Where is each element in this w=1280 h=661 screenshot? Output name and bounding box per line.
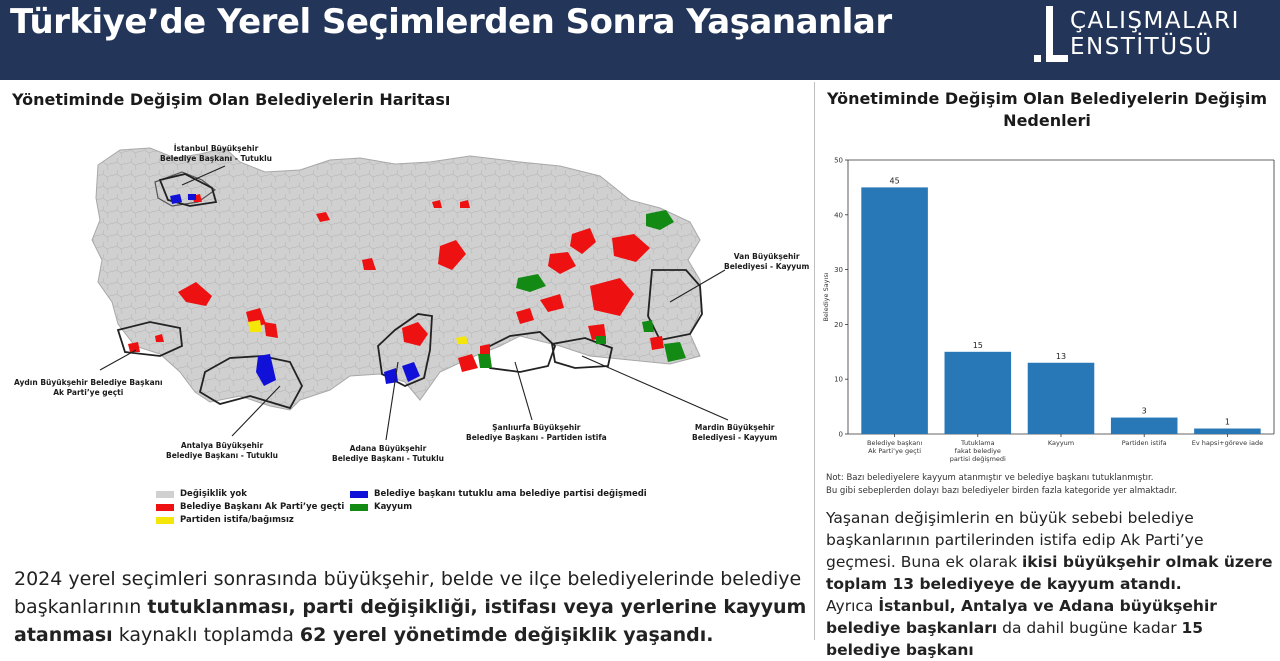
bar-value-label: 13: [1055, 351, 1067, 361]
callout-istanbul: İstanbul Büyükşehir Belediye Başkanı - Tutuklu: [160, 144, 272, 163]
logo-icon: [1030, 4, 1070, 66]
callout-antalya: Antalya Büyükşehir Belediye Başkanı - Tutuklu: [166, 441, 278, 460]
callout-adana: Adana Büyükşehir Belediye Başkanı - Tutuklu: [332, 444, 444, 463]
callout-sanliurfa: Şanlıurfa Büyükşehir Belediye Başkanı - Partiden istifa: [466, 423, 607, 442]
x-tick-label: Partiden istifa: [1121, 439, 1167, 447]
y-tick-label: 10: [834, 375, 843, 384]
map-title: Yönetiminde Değişim Olan Belediyelerin Haritası: [12, 90, 451, 109]
summary-right-text: Yaşanan değişimlerin en büyük sebebi belediye başkanlarının partilerinden istifa edip Ak Parti’ye geçmesi. Buna ek olarak ikisi büyükşehir olmak üzere toplam 13 belediyeye de kayyum atandı. Ayrıca İstanbul, Antalya ve Adana büyükşehir belediye başkanları da dahil bugüne kadar 15 belediye başkanı: [826, 509, 1273, 659]
legend-item-trustee: Kayyum: [350, 502, 412, 512]
bar: [861, 187, 928, 434]
legend-swatch: [156, 491, 174, 498]
legend-swatch: [350, 491, 368, 498]
bar-value-label: 45: [889, 176, 900, 186]
panel-divider: [814, 82, 815, 640]
chart-title: Yönetiminde Değişim Olan Belediyelerin Değişim Nedenleri: [826, 89, 1268, 130]
turkey-map: [0, 110, 808, 550]
legend-swatch: [156, 517, 174, 524]
institute-logo: [1030, 4, 1270, 66]
map-legend: [150, 485, 650, 529]
summary-left-text: 2024 yerel seçimleri sonrasında büyükşehir, belde ve ilçe belediyelerinde belediye başkanlarının tutuklanması, parti değişikliği, istifası veya yerlerine kayyum atanması kaynaklı toplamda 62 yerel yönetimde değişiklik yaşandı.: [14, 568, 807, 646]
x-tick-label: Ev hapsi+göreve iade: [1191, 439, 1264, 447]
logo-text: ÇALIŞMALARI ENSTİTÜSÜ: [1070, 8, 1240, 60]
bar: [1194, 429, 1261, 434]
legend-swatch: [156, 504, 174, 511]
legend-item-arrested: Belediye başkanı tutuklu ama belediye partisi değişmedi: [350, 489, 647, 499]
legend-swatch: [350, 504, 368, 511]
page-title: Türkiye’de Yerel Seçimlerden Sonra Yaşananlar: [10, 2, 892, 42]
bar-value-label: 1: [1224, 417, 1230, 427]
x-tick-label: fakat belediye: [954, 447, 1001, 455]
chart-note: Not: Bazı belediyelere kayyum atanmıştır ve belediye başkanı tutuklanmıştır. Bu gibi sebeplerden dolayı bazı belediyeler birden fazla kategoride yer almaktadır.: [826, 473, 1178, 496]
x-tick-label: Ak Parti’ye geçti: [868, 447, 922, 455]
y-tick-label: 20: [834, 320, 843, 329]
bar-value-label: 15: [972, 340, 983, 350]
y-tick-label: 50: [834, 156, 843, 165]
legend-item-no-change: Değişiklik yok: [156, 489, 247, 499]
y-tick-label: 30: [834, 266, 843, 275]
callout-mardin: Mardin Büyükşehir Belediyesi - Kayyum: [692, 423, 778, 442]
y-tick-label: 0: [838, 430, 843, 439]
x-tick-label: Belediye başkanı: [867, 439, 923, 447]
x-tick-label: partisi değişmedi: [949, 455, 1006, 463]
legend-item-resigned: Partiden istifa/bağımsız: [156, 515, 294, 525]
bar: [945, 352, 1012, 434]
header-banner: [0, 0, 1280, 80]
x-tick-label: Kayyum: [1047, 439, 1075, 447]
turkey-map-svg: [0, 110, 808, 470]
legend-item-akparti: Belediye Başkanı Ak Parti’ye geçti: [156, 502, 344, 512]
bar-chart: [818, 140, 1280, 470]
bar: [1111, 418, 1178, 434]
x-tick-label: Tutuklama: [960, 439, 995, 447]
callout-aydin: Aydın Büyükşehir Belediye Başkanı Ak Parti’ye geçti: [14, 378, 163, 397]
callout-van: Van Büyükşehir Belediyesi - Kayyum: [724, 252, 810, 271]
y-axis-label: Belediye Sayısı: [822, 272, 830, 322]
bar-value-label: 3: [1141, 406, 1147, 416]
bar: [1028, 363, 1095, 434]
y-tick-label: 40: [834, 211, 843, 220]
